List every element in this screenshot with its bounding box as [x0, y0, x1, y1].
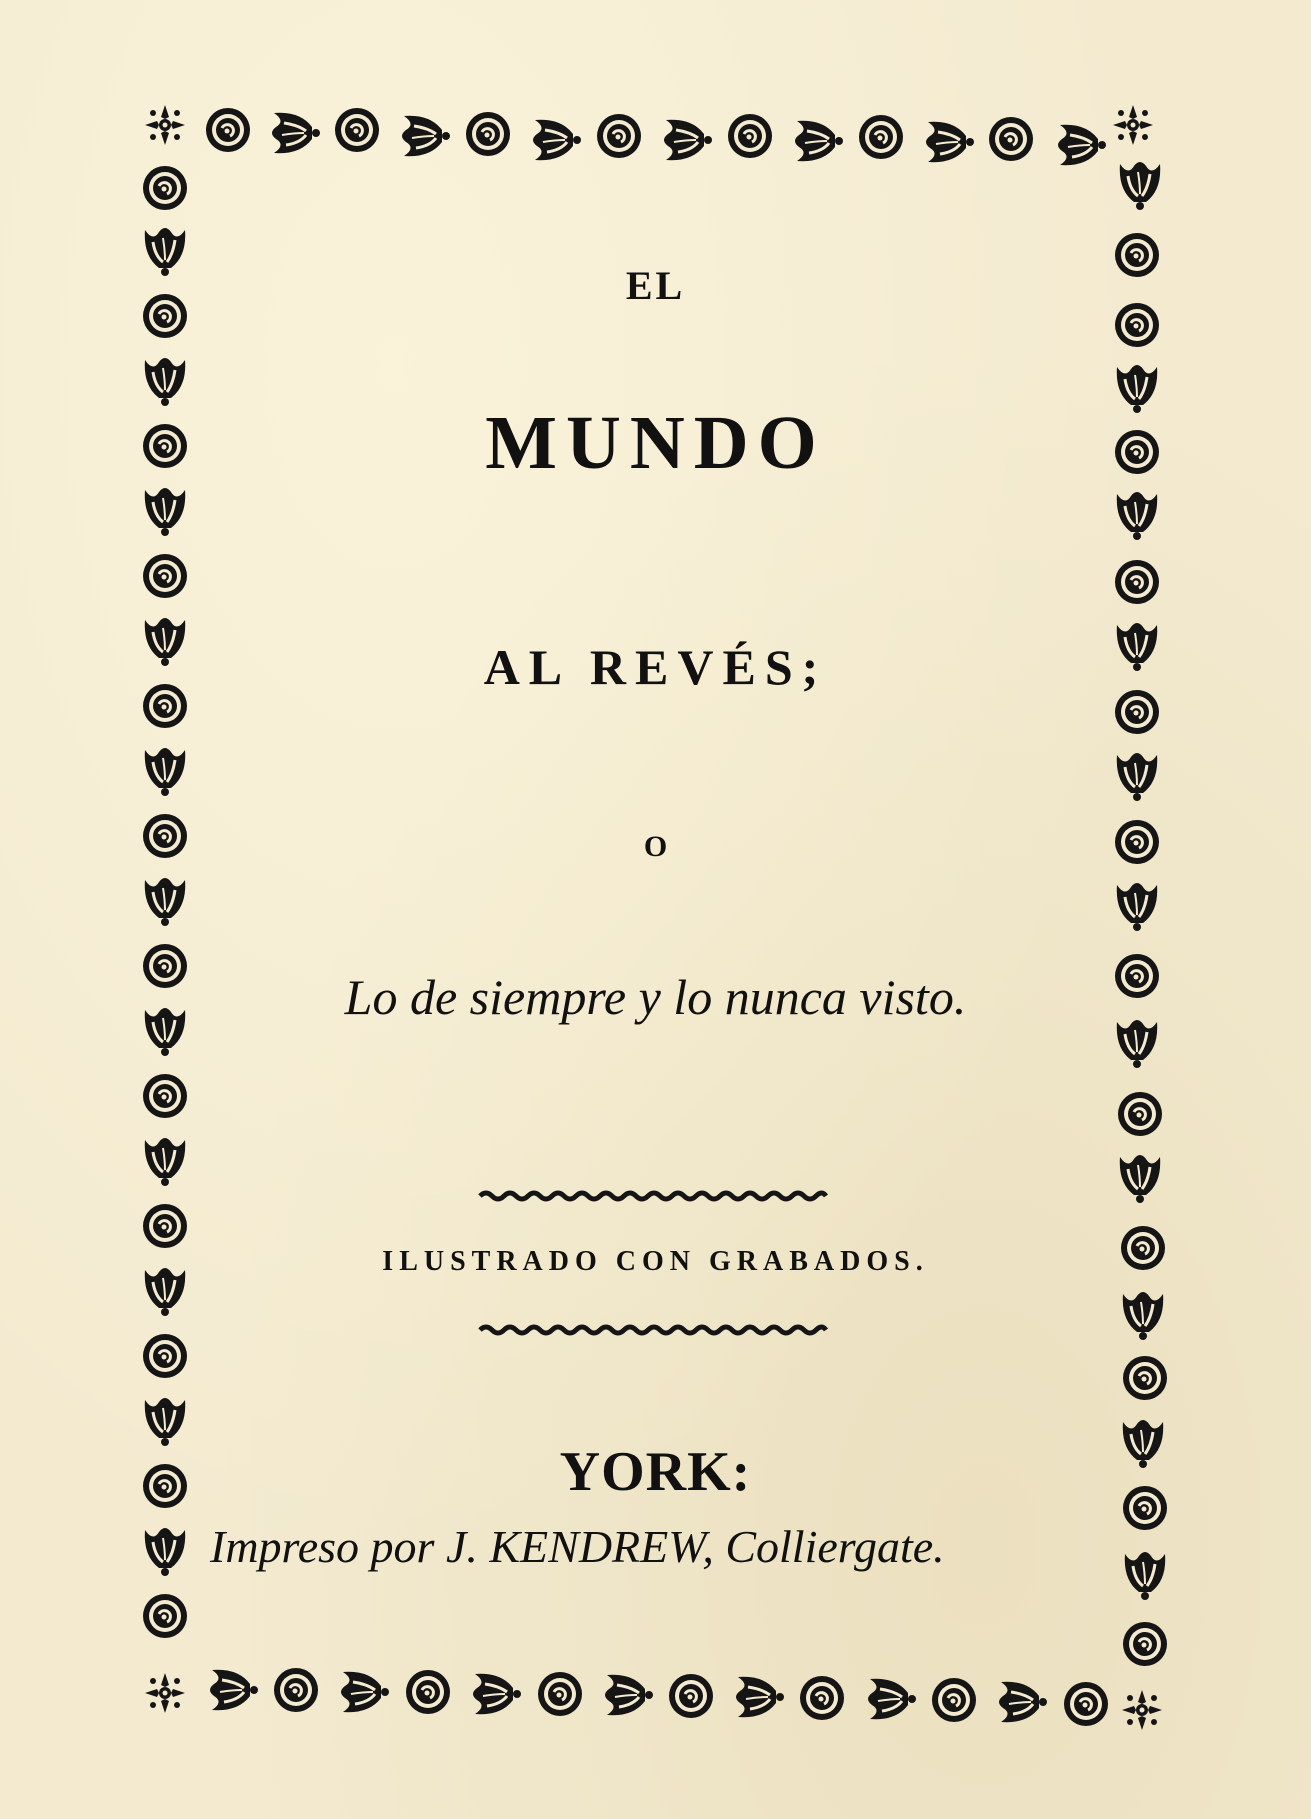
rosette-ornament-icon: [145, 1673, 185, 1713]
border-bottom: [210, 1668, 1108, 1726]
wavy-rule-bottom: [478, 1322, 828, 1338]
title-line-el: EL: [625, 263, 686, 308]
title-line-mundo: MUNDO: [485, 401, 826, 485]
title-line-o: O: [643, 830, 668, 863]
subtitle: Lo de siempre y lo nunca visto.: [344, 969, 967, 1025]
imprint-printer: Impreso por J. KENDREW, Colliergate.: [210, 1521, 945, 1572]
rosette-ornament-icon: [1113, 105, 1153, 145]
imprint-place: YORK:: [559, 1441, 752, 1503]
illustrated-line: ILUSTRADO CON GRABADOS.: [382, 1246, 929, 1277]
rosette-ornament-icon: [145, 105, 185, 145]
wavy-rule-top: [478, 1188, 828, 1204]
title-line-al-reves: AL REVÉS;: [483, 639, 828, 695]
border-top: [206, 108, 1106, 165]
border-left: [143, 166, 187, 1638]
rosette-ornament-icon: [1122, 1690, 1162, 1730]
